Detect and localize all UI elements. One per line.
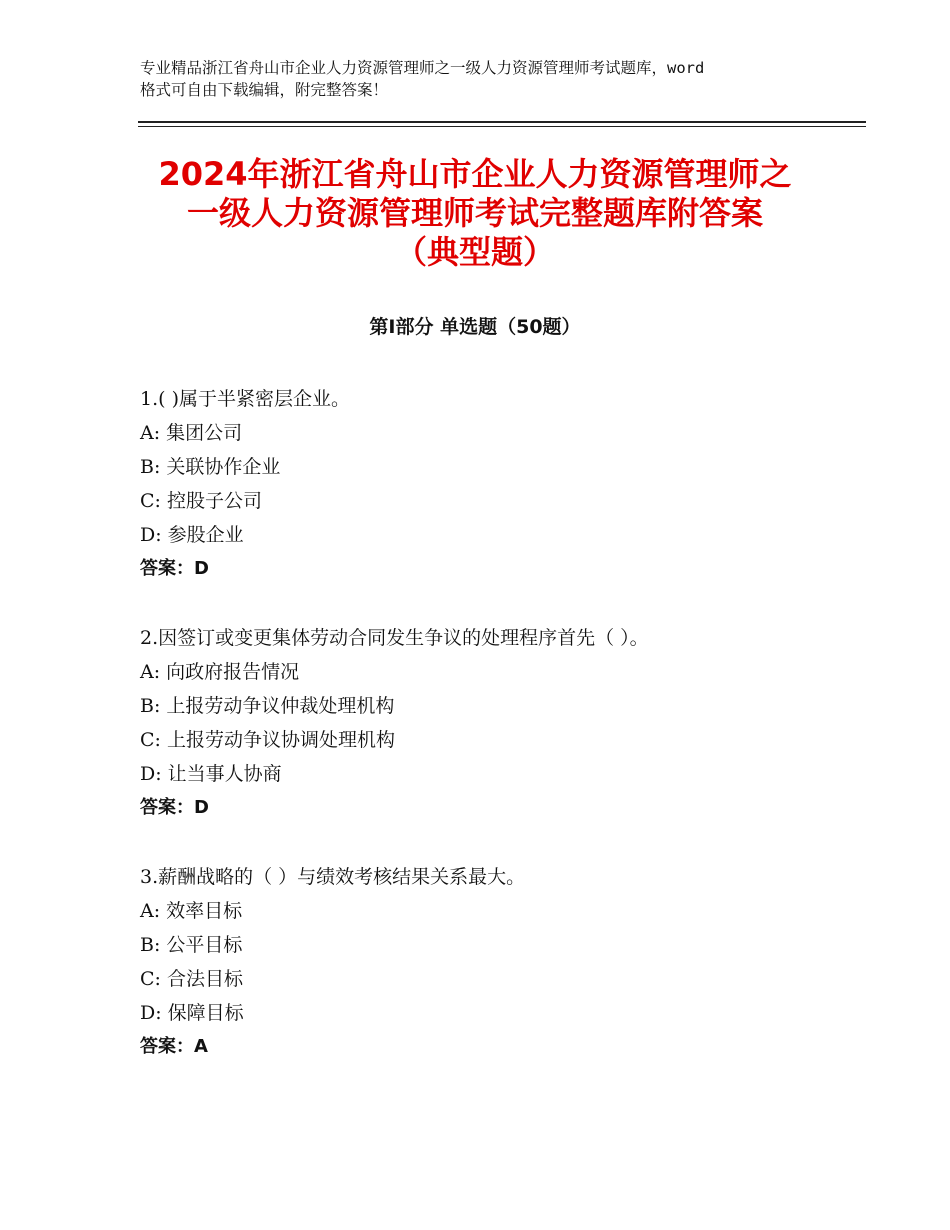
question-stem: 2.因签订或变更集体劳动合同发生争议的处理程序首先（ ）。	[140, 627, 649, 649]
option-a: A: 集团公司	[140, 422, 243, 444]
option-c: C: 合法目标	[140, 968, 243, 990]
option-d: D: 保障目标	[140, 1002, 244, 1024]
header-divider-thin	[138, 126, 866, 127]
option-a: A: 效率目标	[140, 900, 243, 922]
header-note-line-2: 格式可自由下载编辑，附完整答案！	[140, 81, 389, 99]
question-3	[140, 860, 860, 1064]
question-1	[140, 382, 860, 586]
question-stem: 3.薪酬战略的（ ）与绩效考核结果关系最大。	[140, 866, 526, 888]
answer: 答案：A	[140, 1036, 208, 1057]
option-c: C: 上报劳动争议协调处理机构	[140, 729, 395, 751]
option-d: D: 参股企业	[140, 524, 244, 546]
option-d: D: 让当事人协商	[140, 763, 282, 785]
header-divider-thick	[138, 121, 866, 123]
answer: 答案：D	[140, 797, 209, 818]
title-line-1: 2024年浙江省舟山市企业人力资源管理师之	[158, 155, 792, 193]
option-b: B: 上报劳动争议仲裁处理机构	[140, 695, 395, 717]
header-note	[140, 57, 830, 101]
question-stem: 1.( )属于半紧密层企业。	[140, 388, 350, 410]
title-line-2: 一级人力资源管理师考试完整题库附答案	[186, 194, 763, 232]
section-heading: 第Ⅰ部分 单选题（50题）	[369, 316, 581, 338]
option-b: B: 公平目标	[140, 934, 243, 956]
question-2	[140, 621, 860, 825]
option-b: B: 关联协作企业	[140, 456, 281, 478]
option-a: A: 向政府报告情况	[140, 661, 300, 683]
header-note-line-1: 专业精品浙江省舟山市企业人力资源管理师之一级人力资源管理师考试题库，word	[140, 59, 705, 77]
option-c: C: 控股子公司	[140, 490, 262, 512]
document-title	[100, 155, 850, 272]
answer: 答案：D	[140, 558, 209, 579]
title-line-3: （典型题）	[394, 233, 555, 271]
